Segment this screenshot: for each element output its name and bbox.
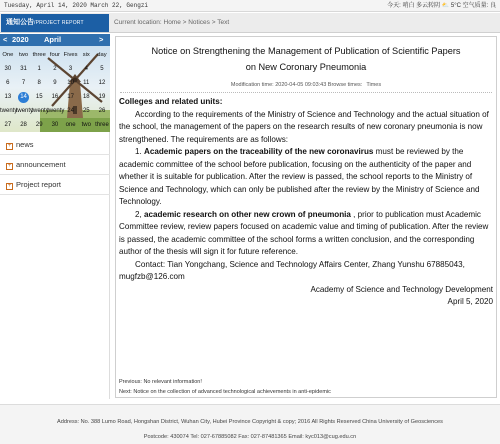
calendar-grid xyxy=(0,48,110,132)
calendar-day[interactable] xyxy=(78,62,94,76)
article-greeting: Colleges and related units: xyxy=(119,97,223,106)
calendar-day[interactable] xyxy=(0,118,16,132)
calendar-day-today[interactable] xyxy=(16,90,32,104)
calendar-widget xyxy=(0,34,110,132)
calendar-day[interactable] xyxy=(16,76,32,90)
calendar-weekday-label: six xyxy=(82,52,90,58)
calendar-day[interactable] xyxy=(47,90,63,104)
calendar-weekday-label: three xyxy=(32,52,46,58)
article-meta xyxy=(116,82,496,88)
calendar-day-number: 6 xyxy=(6,80,10,86)
calendar-day[interactable] xyxy=(63,90,79,104)
calendar-day-number: 14 xyxy=(18,92,29,103)
current-date: Tuesday, April 14, 2020 March 22, Gengzi xyxy=(4,2,149,9)
sidebar xyxy=(0,34,110,399)
article-title-line-1: Notice on Strengthening the Management of Publication of Scientific Papers xyxy=(151,46,461,56)
title-divider xyxy=(120,92,492,93)
calendar-day-number: twenty xyxy=(47,108,65,114)
calendar-day-number: 30 xyxy=(51,122,59,128)
article-body xyxy=(119,96,493,309)
calendar-day-number: 26 xyxy=(98,108,106,114)
calendar-day-number: 15 xyxy=(35,94,43,100)
calendar-day-number: 12 xyxy=(98,80,106,86)
calendar-day[interactable] xyxy=(63,104,79,118)
calendar-day[interactable] xyxy=(94,90,110,104)
calendar-weekday-label: day xyxy=(97,52,107,58)
sidebar-item-label: announcement xyxy=(16,160,66,169)
signature-org: Academy of Science and Technology Development xyxy=(310,284,493,294)
calendar-day[interactable] xyxy=(63,76,79,90)
calendar-day[interactable] xyxy=(31,90,47,104)
calendar-weekday-label: Fives xyxy=(63,52,78,58)
calendar-day[interactable] xyxy=(78,104,94,118)
calendar-weekday-label: One xyxy=(2,52,14,58)
calendar-day-number: 11 xyxy=(83,80,90,86)
footer-contact: Postcode: 430074 Tel: 027-67885082 Fax: 027-87481365 Email: kyc013@cug.edu.cn xyxy=(143,434,357,440)
calendar-day-number: 24 xyxy=(67,108,74,114)
weather-info: 今天: 哨白 多云转阴 ⛅ 5°C 空气质量: 良 xyxy=(387,3,496,9)
footer-address: Address: No. 388 Lumo Road, Hongshan District, Wuhan City, Hubei Province Copyright & copy; 2016 All Rights Reserved China University of Geosciences xyxy=(57,419,443,425)
calendar-day[interactable] xyxy=(31,62,47,76)
calendar-day-number: 3 xyxy=(68,66,73,72)
calendar-day-number: 17 xyxy=(67,94,74,100)
signature-date: April 5, 2020 xyxy=(447,297,493,306)
calendar-day[interactable] xyxy=(16,62,32,76)
calendar-day-number: 28 xyxy=(20,122,27,128)
calendar-day-number: twenty xyxy=(0,108,18,114)
calendar-day[interactable] xyxy=(94,76,110,90)
expand-plus-icon: + xyxy=(7,163,12,169)
article-item-2 xyxy=(119,209,493,259)
section-title xyxy=(1,14,109,32)
page-footer xyxy=(0,404,500,444)
calendar-day[interactable] xyxy=(0,76,16,90)
item-2-number: 2, xyxy=(135,209,142,219)
sidebar-item-announcement[interactable] xyxy=(0,155,110,175)
section-subtitle: /PROJECT REPORT xyxy=(34,20,84,26)
calendar-day-number: 29 xyxy=(35,122,43,128)
calendar-day[interactable] xyxy=(0,90,16,104)
calendar-day[interactable] xyxy=(63,62,79,76)
calendar-day-number: 7 xyxy=(21,80,26,86)
browse-count-label: Times xyxy=(366,82,382,88)
calendar-week-row xyxy=(0,62,110,76)
expand-plus-icon: + xyxy=(7,143,12,149)
sidebar-menu xyxy=(0,135,110,195)
calendar-next-month-button[interactable]: > xyxy=(99,35,104,44)
calendar-day-number: 5 xyxy=(100,66,104,72)
calendar-day-number: twenty xyxy=(15,108,34,114)
calendar-week-row xyxy=(0,76,110,90)
calendar-day[interactable] xyxy=(47,62,63,76)
calendar-week-row xyxy=(0,104,110,118)
calendar-day-number: twenty xyxy=(31,108,49,114)
calendar-weekday-row xyxy=(0,48,110,62)
item-2-bold-text: academic research on other new crown of pneumonia xyxy=(144,209,351,219)
calendar-day-number: 4 xyxy=(84,66,88,72)
calendar-day-number: three xyxy=(95,122,109,128)
calendar-day-number: 2 xyxy=(53,66,57,72)
sidebar-item-label: Project report xyxy=(16,180,62,189)
section-bar xyxy=(0,13,500,33)
calendar-day[interactable] xyxy=(78,118,94,132)
calendar-month: April xyxy=(44,35,62,44)
calendar-day[interactable] xyxy=(94,62,110,76)
calendar-day[interactable] xyxy=(78,76,94,90)
top-status-bar xyxy=(0,0,500,12)
calendar-day-number: 9 xyxy=(53,80,57,86)
calendar-weekday-label: two xyxy=(19,52,29,58)
calendar-prev-month-button[interactable]: < xyxy=(3,35,8,44)
calendar-day[interactable] xyxy=(78,90,94,104)
calendar-day[interactable] xyxy=(63,118,79,132)
calendar-day[interactable] xyxy=(0,104,16,118)
calendar-day-number: 8 xyxy=(37,80,41,86)
calendar-weekday-label: four xyxy=(49,52,60,58)
expand-plus-icon: + xyxy=(7,183,12,189)
calendar-day[interactable] xyxy=(31,76,47,90)
calendar-day-number: 25 xyxy=(82,108,90,114)
calendar-day[interactable] xyxy=(94,104,110,118)
calendar-day-number: 27 xyxy=(4,122,12,128)
calendar-day[interactable] xyxy=(31,118,47,132)
calendar-day[interactable] xyxy=(0,62,16,76)
sidebar-item-news[interactable] xyxy=(0,135,110,155)
item-2-text: , prior to publication must Academic Committee review, review papers focused on academic value and timing of publication. After the review is passed, the academic committee of the school forms a written conclusion, and the corresponding author of the thesis will sign it for future reference. xyxy=(119,209,489,256)
previous-article-link[interactable]: Previous: No relevant information! xyxy=(119,379,202,385)
calendar-day-number: 10 xyxy=(67,80,74,86)
calendar-day-number: 1 xyxy=(37,66,41,72)
item-1-text: must be reviewed by the academic committee of the school before publication, focusing on the authenticity of the paper and whether it is suitable for publication. After the review is passed, the school reports to the Ministry of Science and Technology, which can only be published after the review by the Ministry of Science and Technology. xyxy=(119,147,480,206)
calendar-day-number: 18 xyxy=(82,94,90,100)
calendar-day-number: 16 xyxy=(51,94,59,100)
breadcrumb: Current location: Home > Notices > Text xyxy=(114,19,230,26)
sidebar-item-project-report[interactable] xyxy=(0,175,110,195)
calendar-day[interactable] xyxy=(47,104,63,118)
calendar-day[interactable] xyxy=(47,76,63,90)
modification-time: Modification time: 2020-04-05 09:03:43 Browse times: xyxy=(230,82,363,88)
article-title-line-2: on New Coronary Pneumonia xyxy=(245,62,367,72)
calendar-day-number: 31 xyxy=(20,66,27,72)
section-title-text: 通知公告 xyxy=(6,19,34,26)
calendar-year: 2020 xyxy=(12,35,29,44)
calendar-day-number: 13 xyxy=(4,94,12,100)
article-paragraph-1: According to the requirements of the Ministry of Science and Technology and the actual situation of the school, the management of the papers on the research results of new coronary pneumonia is now strengthened. The requirements are as follows: xyxy=(119,109,489,144)
calendar-day-number: 19 xyxy=(98,94,106,100)
calendar-day[interactable] xyxy=(94,118,110,132)
calendar-day-number: 30 xyxy=(4,66,12,72)
calendar-day[interactable] xyxy=(16,104,32,118)
next-article-link[interactable]: Next: Notice on the collection of advanced technological achievements in anti-epidemic xyxy=(119,389,331,395)
calendar-day-number: two xyxy=(81,122,91,128)
calendar-day-number: one xyxy=(65,122,76,128)
calendar-day[interactable] xyxy=(47,118,63,132)
calendar-week-row xyxy=(0,118,110,132)
calendar-week-row xyxy=(0,90,110,104)
calendar-day[interactable] xyxy=(16,118,32,132)
article-item-1 xyxy=(119,146,493,209)
calendar-header xyxy=(0,34,110,46)
item-1-number: 1. xyxy=(135,147,142,156)
sidebar-item-label: news xyxy=(16,140,34,149)
calendar-day[interactable] xyxy=(31,104,47,118)
article-contact: Contact: Tian Yongchang, Science and Technology Affairs Center, Zhang Yunshu 67885043, mugfzb@126.com xyxy=(119,259,465,281)
article-title xyxy=(116,43,496,75)
article-panel xyxy=(115,36,497,398)
item-1-bold-text: Academic papers on the traceability of the new coronavirus xyxy=(144,147,374,156)
